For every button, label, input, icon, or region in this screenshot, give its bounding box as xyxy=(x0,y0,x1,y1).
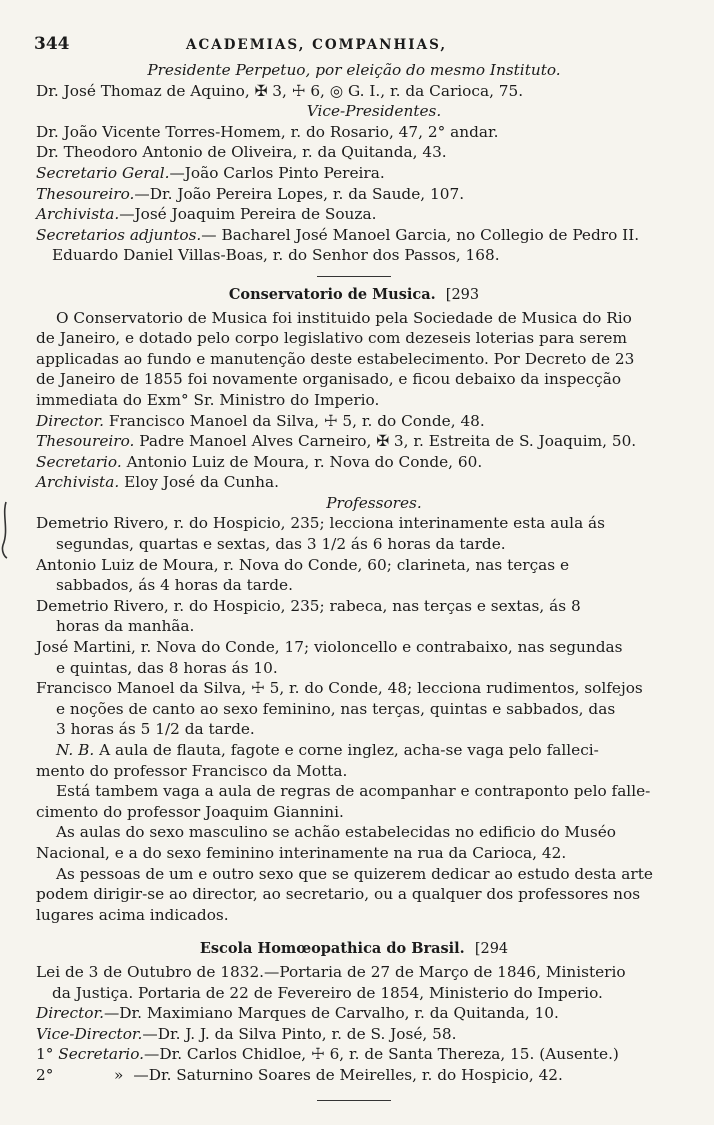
escola-ref: [294 xyxy=(474,941,509,958)
page-header xyxy=(36,34,672,56)
thesoureiro-label: Thesoureiro. xyxy=(36,184,135,203)
professores-label: Professores. xyxy=(326,493,422,512)
escola-director-label: Director. xyxy=(36,1004,104,1023)
escola-section xyxy=(36,939,672,1085)
intro-line-4: de Janeiro de 1855 foi novamente organisado, e ficou debaixo da inspecção xyxy=(36,370,622,389)
archivista-label: Archivista. xyxy=(36,205,120,224)
secretario-adjunto-1: — Bacharel José Manoel Garcia, no Collegio de Pedro II. xyxy=(201,225,640,244)
professor-5-line-1: Francisco Manoel da Silva, ☩ 5, r. do Conde, 48; lecciona rudimentos, solfejos xyxy=(36,679,643,698)
secretario-geral-entry xyxy=(36,163,672,184)
secretario-c-name: Antonio Luiz de Moura, r. Nova do Conde, 60. xyxy=(126,452,483,471)
professor-2-line-2: sabbados, ás 4 horas da tarde. xyxy=(56,576,293,595)
note-3-line-2: Nacional, e a do sexo feminino interinamente na rua da Carioca, 42. xyxy=(36,843,567,862)
conservatorio-section xyxy=(36,285,672,925)
escola-vice-label: Vice-Director. xyxy=(36,1024,143,1043)
end-rule xyxy=(317,1100,391,1101)
thesoureiro-c-entry xyxy=(36,431,672,452)
escola-sec2-num: 2° xyxy=(36,1065,54,1084)
lei-line-1: Lei de 3 de Outubro de 1832.—Portaria de 27 de Março de 1846, Ministerio xyxy=(36,962,626,981)
archivista-name: —José Joaquim Pereira de Souza. xyxy=(119,205,377,224)
escola-vice-entry xyxy=(36,1024,672,1045)
intro-line-5: immediata do Exm° Sr. Ministro do Imperio. xyxy=(36,390,380,409)
director-entry xyxy=(36,411,672,432)
note-4-line-3: lugares acima indicados. xyxy=(36,905,229,924)
escola-sec2-name: —Dr. Saturnino Soares de Meirelles, r. do Hospicio, 42. xyxy=(133,1065,563,1084)
vice-presidente-1: Dr. João Vicente Torres-Homem, r. do Rosario, 47, 2° andar. xyxy=(36,122,499,141)
professor-1-line-2: segundas, quartas e sextas, das 3 1/2 ás 6 horas da tarde. xyxy=(56,535,506,554)
vice-presidente-2: Dr. Theodoro Antonio de Oliveira, r. da Quitanda, 43. xyxy=(36,143,447,162)
note-2-line-1: Está tambem vaga a aula de regras de acompanhar e contraponto pelo falle- xyxy=(56,782,651,801)
page xyxy=(36,34,672,1101)
nb-line-1 xyxy=(36,740,672,761)
secretario-geral-label: Secretario Geral. xyxy=(36,163,170,182)
intro-line-1: O Conservatorio de Musica foi instituido pela Sociedade de Musica do Rio xyxy=(56,308,632,327)
running-title: ACADEMIAS, COMPANHIAS, xyxy=(186,37,448,53)
secretario-geral-name: —João Carlos Pinto Pereira. xyxy=(169,163,385,182)
escola-director-entry xyxy=(36,1003,672,1024)
nb-line-2: mento do professor Francisco da Motta. xyxy=(36,761,348,780)
vice-presidentes-label: Vice-Presidentes. xyxy=(306,102,442,121)
archivista-c-entry xyxy=(36,472,672,493)
escola-sec2-ditto: » xyxy=(114,1065,124,1084)
escola-sec1-label: Secretario. xyxy=(58,1045,145,1064)
margin-binding-mark xyxy=(0,500,10,560)
professor-3-line-2: horas da manhãa. xyxy=(56,617,195,636)
professor-2-line-1: Antonio Luiz de Moura, r. Nova do Conde, 60; clarineta, nas terças e xyxy=(36,555,570,574)
note-4-line-1: As pessoas de um e outro sexo que se quizerem dedicar ao estudo desta arte xyxy=(56,864,653,883)
professor-4-line-2: e quintas, das 8 horas ás 10. xyxy=(56,658,278,677)
escola-vice-name: —Dr. J. J. da Silva Pinto, r. de S. José, 58. xyxy=(142,1024,457,1043)
director-label: Director. xyxy=(36,411,104,430)
intro-line-3: applicadas ao fundo e manutenção deste estabelecimento. Por Decreto de 23 xyxy=(36,349,635,368)
escola-sec2-entry xyxy=(36,1065,672,1086)
note-2-line-2: cimento do professor Joaquim Giannini. xyxy=(36,802,344,821)
escola-title xyxy=(36,939,672,960)
escola-sec1-entry xyxy=(36,1044,672,1065)
institute-section xyxy=(36,60,672,266)
conservatorio-title xyxy=(36,285,672,306)
archivista-entry xyxy=(36,204,672,225)
note-3-line-1: As aulas do sexo masculino se achão estabelecidas no edificio do Muséo xyxy=(56,823,616,842)
professor-3-line-1: Demetrio Rivero, r. do Hospicio, 235; rabeca, nas terças e sextas, ás 8 xyxy=(36,596,581,615)
presidente-label: Presidente Perpetuo, por eleição do mesmo Instituto. xyxy=(147,61,561,79)
director-name: Francisco Manoel da Silva, ☩ 5, r. do Conde, 48. xyxy=(108,411,485,430)
presidente-entry: Dr. José Thomaz de Aquino, ✠ 3, ☩ 6, ◎ G. I., r. da Carioca, 75. xyxy=(36,81,524,100)
thesoureiro-entry xyxy=(36,184,672,205)
archivista-c-label: Archivista. xyxy=(36,473,120,492)
secretarios-adjuntos-entry xyxy=(36,225,672,246)
escola-director-name: —Dr. Maximiano Marques de Carvalho, r. da Quitanda, 10. xyxy=(103,1004,559,1023)
secretario-adjunto-2: Eduardo Daniel Villas-Boas, r. do Senhor dos Passos, 168. xyxy=(52,246,500,265)
archivista-c-name: Eloy José da Cunha. xyxy=(124,473,279,492)
thesoureiro-name: —Dr. João Pereira Lopes, r. da Saude, 107. xyxy=(134,184,465,203)
professor-5-line-3: 3 horas ás 5 1/2 da tarde. xyxy=(56,720,255,739)
note-4-line-2: podem dirigir-se ao director, ao secretario, ou a qualquer dos professores nos xyxy=(36,885,641,904)
escola-sec1-name: —Dr. Carlos Chidloe, ☩ 6, r. de Santa Thereza, 15. (Ausente.) xyxy=(144,1045,619,1064)
conservatorio-heading: Conservatorio de Musica. xyxy=(228,285,436,303)
thesoureiro-c-label: Thesoureiro. xyxy=(36,432,135,451)
lei-line-2: da Justiça. Portaria de 22 de Fevereiro de 1854, Ministerio do Imperio. xyxy=(52,983,603,1002)
nb-label: N. B. xyxy=(56,741,95,759)
escola-sec1-num: 1° xyxy=(36,1045,54,1064)
conservatorio-ref: [293 xyxy=(445,286,480,303)
page-number: 344 xyxy=(34,34,70,54)
escola-heading: Escola Homœopathica do Brasil. xyxy=(199,940,465,958)
secretario-c-entry xyxy=(36,452,672,473)
professor-5-line-2: e noções de canto ao sexo feminino, nas terças, quintas e sabbados, das xyxy=(56,699,616,718)
professor-1-line-1: Demetrio Rivero, r. do Hospicio, 235; lecciona interinamente esta aula ás xyxy=(36,514,606,533)
thesoureiro-c-name: Padre Manoel Alves Carneiro, ✠ 3, r. Estreita de S. Joaquim, 50. xyxy=(139,432,637,451)
secretario-c-label: Secretario. xyxy=(36,452,122,471)
secretarios-adjuntos-label: Secretarios adjuntos. xyxy=(36,225,202,244)
section-divider xyxy=(317,276,391,277)
nb-text-1: A aula de flauta, fagote e corne inglez, acha-se vaga pelo falleci- xyxy=(99,741,599,759)
intro-line-2: de Janeiro, e dotado pelo corpo legislativo com dezeseis loterias para serem xyxy=(36,329,627,348)
professor-4-line-1: José Martini, r. Nova do Conde, 17; violoncello e contrabaixo, nas segundas xyxy=(36,638,623,657)
